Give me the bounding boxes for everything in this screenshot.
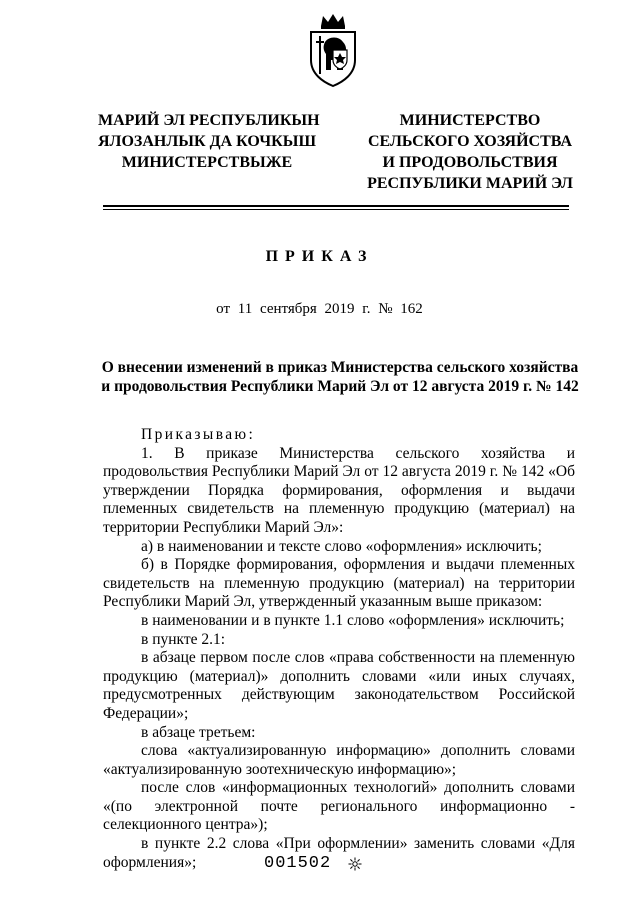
document-date-number: от 11 сентября 2019 г. № 162 — [216, 301, 423, 317]
subject-line: О внесении изменений в приказ Министерства сельского хозяйства — [101, 359, 579, 376]
header-right-line: И ПРОДОВОЛЬСТВИЯ — [382, 154, 558, 171]
body-paragraph: а) в наименовании и тексте слово «оформления» исключить; — [141, 537, 542, 555]
document-body — [103, 426, 575, 872]
document-title: ПРИКАЗ — [265, 248, 374, 265]
header-divider-thin — [103, 209, 569, 210]
header-left-line: МАРИЙ ЭЛ РЕСПУБЛИКЫН — [98, 112, 320, 129]
header-divider-thick — [103, 205, 569, 207]
serial-number: 001502 — [264, 854, 332, 873]
header-right-block — [366, 110, 574, 194]
body-paragraph: 1. В приказе Министерства сельского хозяйства и продовольствия Республики Марий Эл от 12 августа 2019 г. № 142 «Об утверждении Порядка формирования, оформления и выдачи племенных свидетельств на племенную продукцию (материал) на территории Республики Марий Эл»: — [103, 444, 575, 536]
header-left-line: ЯЛОЗАНЛЫК ДА КОЧКЫШ — [98, 133, 317, 150]
body-paragraph: в пункте 2.2 слова «При оформлении» заменить словами «Для оформления»; — [103, 835, 575, 871]
stamp-star-icon — [348, 857, 362, 871]
body-paragraph: слова «актуализированную информацию» дополнить словами «актуализированную зоотехническую информацию»; — [103, 742, 575, 778]
order-word: Приказываю: — [141, 426, 256, 443]
subject-line: и продовольствия Республики Марий Эл от 12 августа 2019 г. № 142 — [101, 378, 579, 395]
header-left-block — [98, 110, 320, 173]
body-paragraph: б) в Порядке формирования, оформления и выдачи племенных свидетельств на племенную продукцию (материал) на территории Республики Марий Эл, утвержденный указанным выше приказом: — [103, 556, 575, 611]
body-paragraph: в абзаце третьем: — [141, 723, 256, 741]
body-paragraph: в наименовании и в пункте 1.1 слово «оформления» исключить; — [141, 611, 565, 629]
header-right-line: СЕЛЬСКОГО ХОЗЯЙСТВА — [367, 133, 572, 150]
coat-of-arms-icon — [303, 12, 363, 88]
header-right-line: МИНИСТЕРСТВО — [399, 112, 541, 129]
header-left-line: МИНИСТЕРСТВЫЖЕ — [121, 154, 293, 171]
body-paragraph: после слов «информационных технологий» дополнить словами «(по электронной почте регионального информационно - селекционного центра»); — [103, 779, 575, 834]
body-paragraph: в пункте 2.1: — [141, 630, 226, 648]
body-paragraph: в абзаце первом после слов «права собственности на племенную продукцию (материал)» дополнить словами «или иных случаях, предусмотренных действующим законодательством Российской Федерации»; — [103, 649, 575, 722]
header-right-line: РЕСПУБЛИКИ МАРИЙ ЭЛ — [367, 175, 573, 192]
document-subject — [100, 358, 580, 396]
